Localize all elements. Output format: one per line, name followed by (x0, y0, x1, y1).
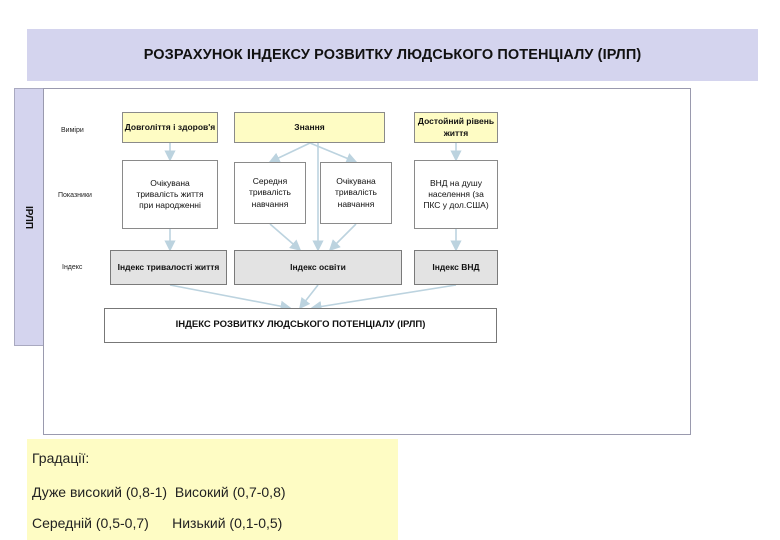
indicator-life-expectancy: Очікувана тривалість життя при народженні (122, 160, 218, 229)
connector-dim2-ind3 (310, 143, 356, 162)
gradations-panel (27, 439, 398, 540)
gradations-line-2: Середній (0,5-0,7) Низький (0,1-0,5) (32, 515, 283, 531)
indicator-expected-schooling: Очікувана тривалість навчання (320, 162, 392, 224)
dimension-knowledge: Знання (234, 112, 385, 143)
index-life: Індекс тривалості життя (110, 250, 227, 285)
gradations-heading: Градації: (32, 450, 90, 466)
row-label-index: Індекс (62, 264, 83, 271)
connector-ind3-idx2 (330, 224, 356, 250)
side-label: ІРЛП (23, 205, 35, 229)
row-label-dimensions: Виміри (61, 127, 84, 134)
indicator-gni: ВНД на душу населення (за ПКС у дол.США) (414, 160, 498, 229)
connector-idx1-final (170, 285, 290, 308)
connector-ind2-idx2 (270, 224, 300, 250)
final-index: ІНДЕКС РОЗВИТКУ ЛЮДСЬКОГО ПОТЕНЦІАЛУ (ІРЛП) (104, 308, 497, 343)
dimension-longevity: Довголіття і здоров'я (122, 112, 218, 143)
gradations-line-1: Дуже високий (0,8-1) Високий (0,7-0,8) (32, 484, 286, 500)
connector-dim2-ind2 (270, 143, 310, 162)
page-title: РОЗРАХУНОК ІНДЕКСУ РОЗВИТКУ ЛЮДСЬКОГО ПОТЕНЦІАЛУ (ІРЛП) (27, 29, 758, 81)
connector-idx3-final (312, 285, 456, 308)
dimension-living-standard: Достойний рівень життя (414, 112, 498, 143)
row-label-indicators: Показники (58, 192, 92, 199)
connector-idx2-final (300, 285, 318, 308)
indicator-mean-schooling: Середня тривалість навчання (234, 162, 306, 224)
index-gni: Індекс ВНД (414, 250, 498, 285)
index-education: Індекс освіти (234, 250, 402, 285)
